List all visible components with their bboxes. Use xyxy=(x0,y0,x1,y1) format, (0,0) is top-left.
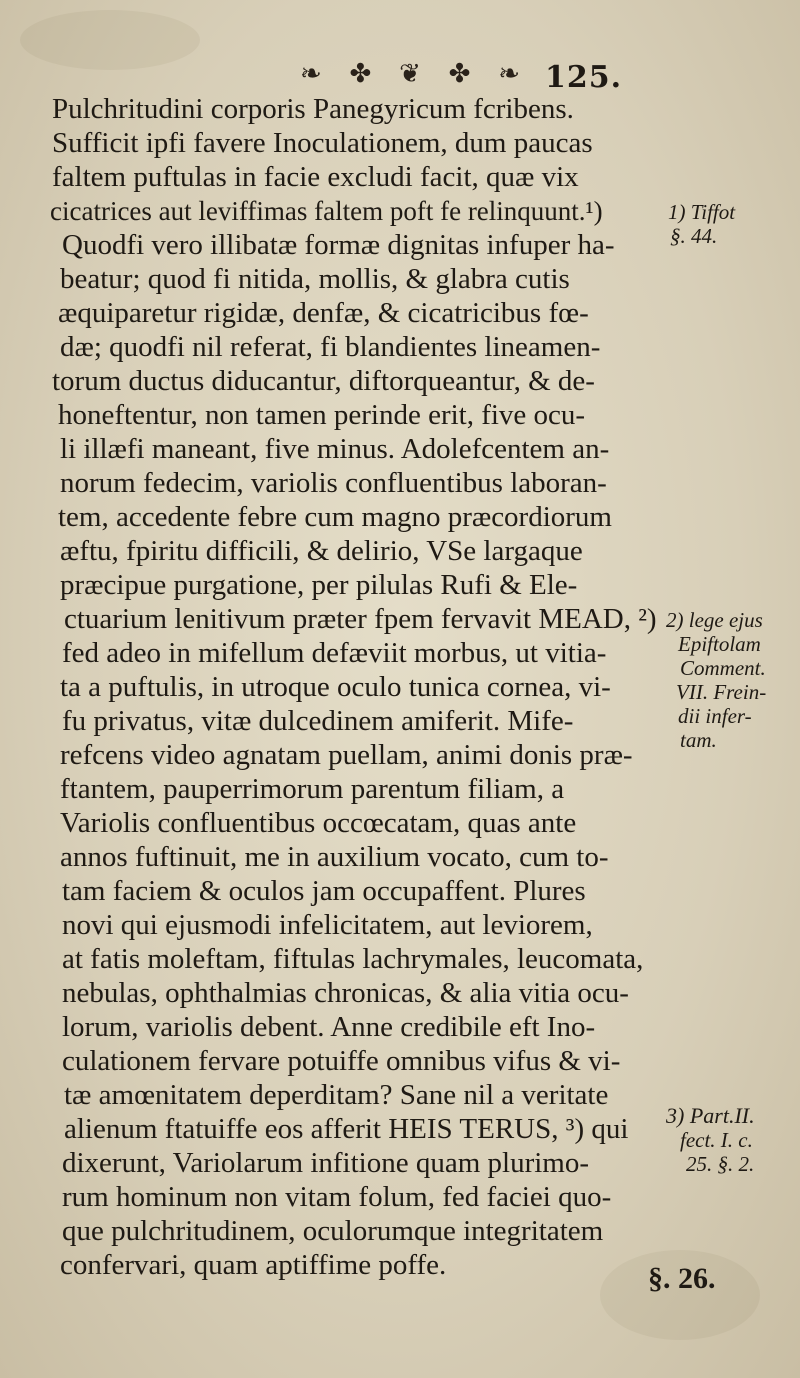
text-line: fed adeo in mifellum defæviit morbus, ut vitia- xyxy=(62,637,607,669)
text-line: norum fedecim, variolis confluentibus laboran- xyxy=(60,467,607,499)
text-line: æquiparetur rigidæ, denfæ, & cicatricibus fœ- xyxy=(58,297,589,329)
page-number: 125. xyxy=(545,60,623,95)
margin-note-3-line: fect. I. c. xyxy=(680,1128,753,1152)
text-line: annos fuftinuit, me in auxilium vocato, cum to- xyxy=(60,841,609,873)
fleuron-icon: ✤ xyxy=(448,59,471,89)
text-line: Variolis confluentibus occœcatam, quas ante xyxy=(60,807,577,839)
text-line: dæ; quodfi nil referat, fi blandientes lineamen- xyxy=(60,331,601,363)
text-line: que pulchritudinem, oculorumque integritatem xyxy=(62,1215,604,1247)
text-line: lorum, variolis debent. Anne credibile eft Ino- xyxy=(62,1011,596,1043)
text-line: faltem puftulas in facie excludi facit, quæ vix xyxy=(52,161,579,193)
text-line: beatur; quod fi nitida, mollis, & glabra cutis xyxy=(60,263,570,295)
margin-note-2-line: tam. xyxy=(680,728,717,752)
margin-note-1-line: §. 44. xyxy=(670,224,718,248)
margin-note-2-line: 2) lege ejus xyxy=(666,608,763,632)
text-line: refcens video agnatam puellam, animi donis præ- xyxy=(60,739,633,771)
margin-note-2-line: Epiftolam xyxy=(678,632,761,656)
fleuron-icon: ❧ xyxy=(498,59,520,89)
text-line: at fatis moleftam, fiftulas lachrymales, leucomata, xyxy=(62,943,644,975)
text-line: alienum ftatuiffe eos afferit HEIS TERUS, ³) qui xyxy=(64,1113,629,1145)
text-line: Pulchritudini corporis Panegyricum fcribens. xyxy=(52,93,574,125)
text-line: cicatrices aut leviffimas faltem poft fe relinquunt.¹) xyxy=(50,196,603,226)
text-line: tæ amœnitatem deperditam? Sane nil a veritate xyxy=(64,1079,609,1111)
text-line: culationem fervare potuiffe omnibus vifus & vi- xyxy=(62,1045,621,1077)
margin-note-2-line: VII. Frein- xyxy=(676,680,767,704)
text-line: Quodfi vero illibatæ formæ dignitas infuper ha- xyxy=(62,229,615,261)
fleuron-icon: ✤ xyxy=(349,59,372,89)
text-line: novi qui ejusmodi infelicitatem, aut leviorem, xyxy=(62,909,593,941)
header-ornament xyxy=(300,56,520,92)
text-line: confervari, quam aptiffime poffe. xyxy=(60,1249,447,1281)
paper-stain xyxy=(20,10,200,70)
text-line: tam faciem & oculos jam occupaffent. Plures xyxy=(62,875,586,907)
text-line: præcipue purgatione, per pilulas Rufi & Ele- xyxy=(60,569,578,601)
text-line: ftantem, pauperrimorum parentum filiam, a xyxy=(60,773,565,805)
text-line: Sufficit ipfi favere Inoculationem, dum paucas xyxy=(52,127,593,159)
catchword: §. 26. xyxy=(648,1262,716,1295)
fleuron-icon: ❧ xyxy=(300,59,322,89)
text-line: nebulas, ophthalmias chronicas, & alia vitia ocu- xyxy=(62,977,629,1009)
fleuron-icon: ❦ xyxy=(399,59,421,89)
text-line: dixerunt, Variolarum infitione quam plurimo- xyxy=(62,1147,589,1179)
text-line: fu privatus, vitæ dulcedinem amiferit. Mife- xyxy=(62,705,574,737)
margin-note-3-line: 25. §. 2. xyxy=(686,1152,755,1176)
margin-note-1-line: 1) Tiffot xyxy=(668,200,736,224)
text-line: ta a puftulis, in utroque oculo tunica cornea, vi- xyxy=(60,671,611,703)
margin-note-3-line: 3) Part.II. xyxy=(666,1103,755,1128)
margin-note-2-line: dii infer- xyxy=(678,704,752,728)
text-line: honeftentur, non tamen perinde erit, five ocu- xyxy=(58,399,586,431)
text-line: torum ductus diducantur, diftorqueantur, & de- xyxy=(52,365,595,397)
text-line: rum hominum non vitam folum, fed faciei quo- xyxy=(62,1181,612,1213)
text-line: li illæfi maneant, five minus. Adolefcentem an- xyxy=(60,433,610,465)
text-line: æftu, fpiritu difficili, & delirio, VSe largaque xyxy=(60,535,583,567)
text-line: tem, accedente febre cum magno præcordiorum xyxy=(58,501,612,533)
margin-note-2-line: Comment. xyxy=(680,656,766,680)
text-line: ctuarium lenitivum præter fpem fervavit MEAD, ²) xyxy=(64,603,657,635)
